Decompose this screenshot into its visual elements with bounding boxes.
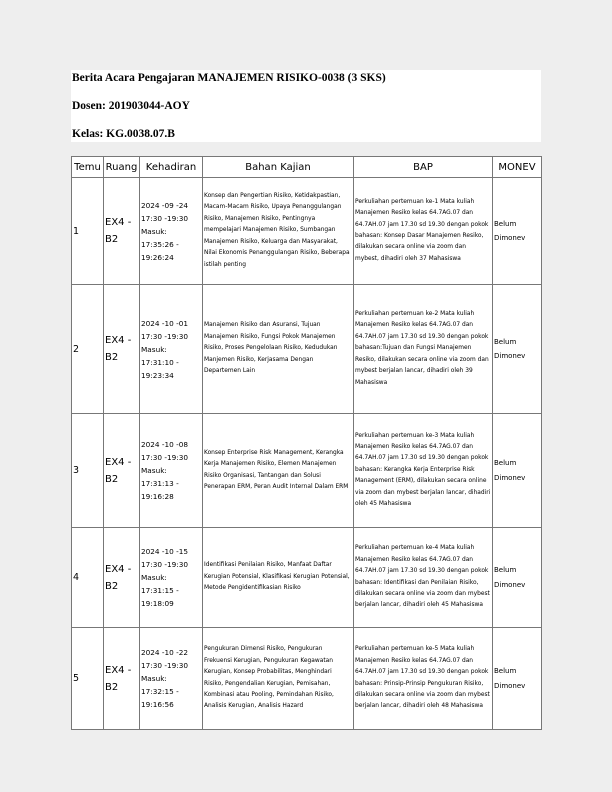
meeting-number: 1 [72, 178, 104, 285]
monev-status: Belum Dimonev [493, 628, 542, 730]
kelas-label: Kelas: KG.0038.07.B [72, 128, 175, 140]
attendance-cell [140, 628, 203, 730]
meeting-number: 3 [72, 414, 104, 528]
monev-status: Belum Dimonev [493, 528, 542, 628]
attendance-cell [140, 414, 203, 528]
room: EX4 - B2 [104, 628, 140, 730]
bap-report: Perkuliahan pertemuan ke-1 Mata kuliah Manajemen Resiko kelas 64.7AG.07 dan 64.7AH.07 jam 17.30 sd 19.30 dengan pokok bahasan: Konsep Dasar Manajemen Resiko, dilakukan secara online via zoom dan mybest, dihadiri oleh 37 Mahasiswa [354, 178, 493, 285]
check-in-label: Masuk: [141, 466, 167, 475]
bap-report: Perkuliahan pertemuan ke-2 Mata kuliah Manajemen Resiko kelas 64.7AG.07 dan 64.7AH.07 jam 17.30 sd 19.30 dengan pokok bahasan:Tujuan dan Fungsi Manajemen Resiko, dilakukan secara online via zoom dan mybest berjalan lancar, dihadiri oleh 39 Mahasiswa [354, 285, 493, 414]
bap-report: Perkuliahan pertemuan ke-5 Mata kuliah Manajemen Resiko kelas 64.7AG.07 dan 64.7AH.07 jam 17.30 sd 19.30 dengan pokok bahasan: Prinsip-Prinsip Pengukuran Risiko, dilakukan secara online via zoom dan mybest berjalan lancar, dihadiri oleh 48 Mahasiswa [354, 628, 493, 730]
check-in-time: 17:32:15 - [141, 687, 179, 696]
check-in-label: Masuk: [141, 226, 167, 236]
study-material: Konsep Enterprise Risk Management, Kerangka Kerja Manajemen Risiko, Elemen Manajemen Risiko Organisasi, Tantangan dan Solusi Penerapan ERM, Peran Audit Internal Dalam ERM [203, 414, 354, 528]
room: EX4 - B2 [104, 285, 140, 414]
col-header-monev: MONEV [493, 157, 542, 178]
check-in-label: Masuk: [141, 573, 167, 582]
attendance-cell [140, 528, 203, 628]
col-header-bap: BAP [354, 157, 493, 178]
check-in-time: 17:31:10 - [141, 357, 179, 367]
meeting-number: 5 [72, 628, 104, 730]
check-out-time: 19:18:09 [141, 599, 174, 608]
meeting-date: 2024 -10 -08 [141, 440, 189, 449]
monev-status: Belum Dimonev [493, 414, 542, 528]
check-in-time: 17:31:13 - [141, 479, 179, 488]
meeting-time: 17:30 -19:30 [141, 213, 189, 223]
room: EX4 - B2 [104, 528, 140, 628]
meeting-time: 17:30 -19:30 [141, 560, 189, 569]
table-row [72, 285, 542, 414]
meeting-date: 2024 -09 -24 [141, 200, 189, 210]
meeting-date: 2024 -10 -22 [141, 648, 189, 657]
document-title: Berita Acara Pengajaran MANAJEMEN RISIKO-0038 (3 SKS) [72, 72, 386, 84]
check-out-time: 19:16:56 [141, 700, 174, 709]
table-row [72, 528, 542, 628]
bap-report: Perkuliahan pertemuan ke-4 Mata kuliah Manajemen Resiko kelas 64.7AG.07 dan 64.7AH.07 jam 17.30 sd 19.30 dengan pokok bahasan: Identifikasi dan Penilaian Risiko, dilakukan secara online via zoom dan mybest berjalan lancar, dihadiri oleh 45 Mahasiswa [354, 528, 493, 628]
check-out-time: 19:16:28 [141, 492, 174, 501]
col-header-temu: Temu [72, 157, 104, 178]
col-header-ruang: Ruang [104, 157, 140, 178]
meeting-date: 2024 -10 -01 [141, 318, 189, 328]
meeting-number: 4 [72, 528, 104, 628]
table-row [72, 178, 542, 285]
meeting-time: 17:30 -19:30 [141, 331, 189, 341]
table-header-row [72, 157, 542, 178]
attendance-cell [140, 178, 203, 285]
check-in-label: Masuk: [141, 674, 167, 683]
table-row [72, 414, 542, 528]
attendance-cell [140, 285, 203, 414]
bap-report: Perkuliahan pertemuan ke-3 Mata kuliah Manajemen Resiko kelas 64.7AG.07 dan 64.7AH.07 jam 17.30 sd 19.30 dengan pokok bahasan: Kerangka Kerja Enterprise Risk Management (ERM), dilakukan secara online via zoom dan mybest berjalan lancar, dihadiri oleh 45 Mahasiswa [354, 414, 493, 528]
check-in-label: Masuk: [141, 344, 167, 354]
room: EX4 - B2 [104, 414, 140, 528]
room: EX4 - B2 [104, 178, 140, 285]
col-header-bahan-kajian: Bahan Kajian [203, 157, 354, 178]
meeting-time: 17:30 -19:30 [141, 453, 189, 462]
study-material: Manajemen Risiko dan Asuransi, Tujuan Manajemen Risiko, Fungsi Pokok Manajemen Risiko, Proses Pengelolaan Risiko, Kedudukan Manjemen Risiko, Kerjasama Dengan Departemen Lain [203, 285, 354, 414]
check-in-time: 17:31:15 - [141, 586, 179, 595]
meeting-number: 2 [72, 285, 104, 414]
check-in-time: 17:35:26 - [141, 239, 179, 249]
meeting-date: 2024 -10 -15 [141, 547, 189, 556]
attendance-table [71, 156, 542, 730]
monev-status: Belum Dimonev [493, 178, 542, 285]
check-out-time: 19:26:24 [141, 252, 174, 262]
table-row [72, 628, 542, 730]
study-material: Konsep dan Pengertian Risiko, Ketidakpastian, Macam-Macam Risiko, Upaya Penanggulangan Risiko, Manajemen Risiko, Pentingnya mempelajari Manajemen Risiko, Sumbangan Manajemen Risiko, Keluarga dan Masyarakat, Nilai Ekonomis Penanggulangan Risiko, Beberapa istilah penting [203, 178, 354, 285]
meeting-time: 17:30 -19:30 [141, 661, 189, 670]
col-header-kehadiran: Kehadiran [140, 157, 203, 178]
study-material: Identifikasi Penilaian Risiko, Manfaat Daftar Kerugian Potensial, Klasifikasi Kerugian Potensial, Metode Pengidentifikasian Risiko [203, 528, 354, 628]
dosen-label: Dosen: 201903044-AOY [72, 100, 190, 112]
check-out-time: 19:23:34 [141, 370, 174, 380]
study-material: Pengukuran Dimensi Risiko, Pengukuran Frekuensi Kerugian, Pengukuran Kegawatan Kerugian, Konsep Probabilitas, Menghindari Risiko, Pengendalian Kerugian, Pemisahan, Kombinasi atau Pooling, Pemindahan Risiko, Analisis Kerugian, Analisis Hazard [203, 628, 354, 730]
monev-status: Belum Dimonev [493, 285, 542, 414]
